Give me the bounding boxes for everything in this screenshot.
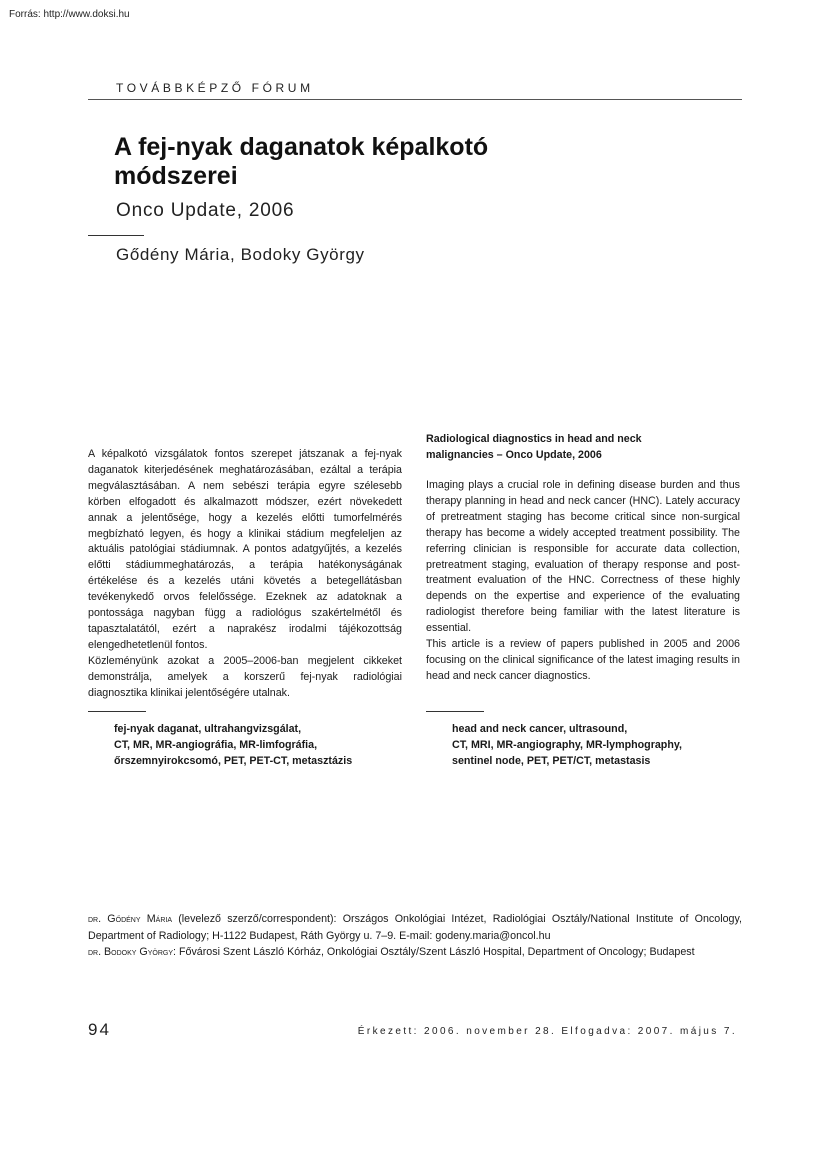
title-line-1: A fej-nyak daganatok képalkotó — [114, 133, 489, 161]
en-heading-line-2: malignancies – Onco Update, 2006 — [426, 449, 602, 461]
keywords-hu-line-1: fej-nyak daganat, ultrahangvizsgálat, — [114, 723, 302, 735]
keywords-hu-rule — [88, 711, 146, 712]
article-subtitle: Onco Update, 2006 — [116, 200, 295, 221]
title-line-2: módszerei — [114, 162, 238, 190]
affiliation-1 — [88, 911, 742, 944]
affiliation-1-text: (levelező szerző/correspondent): Országos Onkológiai Intézet, Radiológiai Osztály/National Institute of Oncology, Department of Radiology; H-1122 Budapest, Ráth György u. 7–9. E-mail: godeny.maria@oncol.hu — [88, 913, 742, 942]
keywords-en-line-1: head and neck cancer, ultrasound, — [452, 723, 628, 735]
source-note: Forrás: http://www.doksi.hu — [9, 9, 130, 20]
abstract-hu-paragraph-2: Közleményünk azokat a 2005–2006-ban megjelent cikkeket demonstrálja, amelyek a korszerű fej-nyak radiológiai diagnosztika klinikai jelentőségére utalnak. — [88, 654, 402, 699]
received-accepted-dates: Érkezett: 2006. november 28. Elfogadva: 2007. május 7. — [357, 1026, 737, 1037]
keywords-hungarian — [114, 721, 352, 769]
keywords-en-line-2: CT, MRI, MR-angiography, MR-lymphography, — [452, 739, 682, 751]
header-rule — [88, 99, 742, 100]
en-heading-line-1: Radiological diagnostics in head and neck — [426, 433, 642, 445]
abstract-english — [426, 478, 740, 685]
abstract-en-paragraph-1: Imaging plays a crucial role in defining disease burden and thus therapy planning in head and neck cancer (HNC). Lately accuracy of pretreatment staging has become critical since non-surgical therapy has become a widely accepted treatment possibility. The referring clinician is responsible for accurate data collection, pretreatment staging, evaluation of therapy response and post-treatment evaluation of the HNC. Correctness of these highly depends on the expertise and experience of the evaluating radiologist therefore being familiar with the latest literature is essential. — [426, 479, 740, 635]
affiliation-2-text: : Fővárosi Szent László Kórház, Onkológiai Osztály/Szent László Hospital, Department of Oncology; Budapest — [173, 946, 695, 958]
subtitle-rule — [88, 235, 144, 236]
section-label: TOVÁBBKÉPZŐ FÓRUM — [116, 81, 314, 95]
author-affiliations — [88, 911, 742, 961]
english-abstract-heading — [426, 431, 740, 463]
keywords-hu-line-3: őrszemnyirokcsomó, PET, PET-CT, metasztázis — [114, 755, 353, 767]
affiliation-2 — [88, 944, 742, 961]
keywords-en-rule — [426, 711, 484, 712]
abstract-en-paragraph-2: This article is a review of papers published in 2005 and 2006 focusing on the clinical significance of the latest imaging results in head and neck cancer diagnostics. — [426, 638, 740, 682]
affiliation-2-name: dr. Bodoky György — [88, 946, 174, 958]
page-number: 94 — [88, 1020, 111, 1039]
keywords-hu-line-2: CT, MR, MR-angiográfia, MR-limfográfia, — [114, 739, 318, 751]
affiliation-1-name: dr. Gődény Mária — [88, 913, 172, 925]
keywords-english — [452, 721, 682, 769]
abstract-hu-paragraph-1: A képalkotó vizsgálatok fontos szerepet játszanak a fej-nyak daganatok kiterjedésének meghatározásában, ezáltal a terápia megválasztásában. A nem sebészi terápia egyre szélesebb körben elfogadott és alkalmazott módszer, ezért növekedett annak a jelentősége, hogy a kezelés előtti tumorfelmérés megbízható legyen, és hogy a klinikai stádium megfeleljen az aktuális patológiai stádiumnak. A pontos adatgyűjtés, a kezelés előtti stádiummeghatározás, a terápia hatékonyságának értékelése és a kezelés utáni követés a betegellátásban tevékenykedő orvos felelőssége. Ezeknek az adatoknak a pontossága nagyban függ a radiológus szakértelmétől és tapasztalatától, ezért a naprakész irodalmi tájékozottság elengedhetetlenül fontos. — [88, 448, 402, 651]
article-title — [114, 133, 714, 191]
article-authors: Gődény Mária, Bodoky György — [116, 245, 365, 264]
keywords-en-line-3: sentinel node, PET, PET/CT, metastasis — [452, 755, 651, 767]
abstract-hungarian — [88, 447, 402, 702]
